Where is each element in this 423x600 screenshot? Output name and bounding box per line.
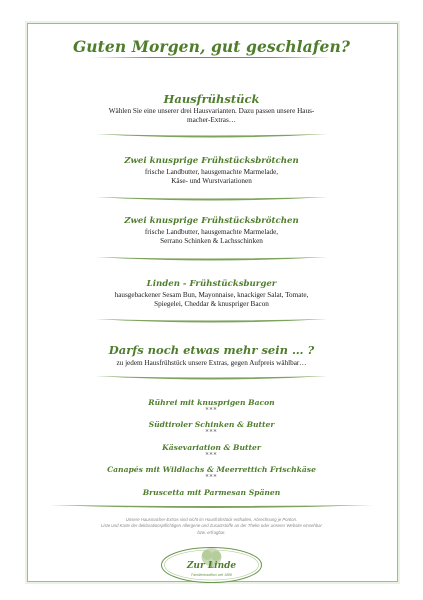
extra-item: Käsevariation & Butter [162, 443, 261, 452]
section-title-extras: Darfs noch etwas mehr sein … ? [108, 343, 315, 357]
footer-line: Unsere Hausmacher-Extras sind nicht im Hausfrühstück enthalten, Abrechnung je Portion. [125, 517, 298, 522]
section-intro-line: Wählen Sie eine unserer drei Hausvarianten. Dazu passen unsere Haus- [108, 107, 315, 115]
decorative-swoosh [0, 251, 423, 265]
decorative-swoosh [0, 370, 423, 384]
variant-description-line: Serrano Schinken & Lachsschinken [160, 237, 263, 246]
extra-item: Bruscetta mit Parmesan Spänen [142, 488, 281, 497]
decorative-swoosh [0, 191, 423, 205]
extra-item: Canapés mit Wildlachs & Meerrettich Frischkäse [107, 465, 316, 474]
menu-main-title: Guten Morgen, gut geschlafen? [72, 37, 351, 56]
item-separator: *** [205, 407, 218, 414]
logo-wordmark: Zur Linde [186, 561, 237, 571]
variant-description-line: frische Landbutter, hausgemachte Marmelade, [144, 168, 279, 176]
variant-description-line: frische Landbutter, hausgemachte Marmelade, [144, 228, 279, 236]
variant-title: Linden - Frühstücksburger [146, 279, 277, 289]
footer-line: Liste und Karte der deklarationspflichtigen Allergene und Zusatzstoffe an der Theke oder unserer Website einsehbar [101, 523, 322, 529]
variant-description-line: hausgebackener Sesam Bun, Mayonnaise, knackiger Salat, Tomate, [114, 291, 309, 299]
extra-item: Rührei mit knusprigen Bacon [148, 398, 275, 407]
variant-description [0, 168, 423, 187]
decorative-swoosh [0, 499, 423, 513]
extra-item: Südtiroler Schinken & Butter [148, 420, 275, 429]
item-separator: *** [205, 452, 218, 459]
item-separator: *** [205, 474, 218, 481]
variant-title: Zwei knusprige Frühstücksbrötchen [124, 156, 299, 166]
variant-description-line: Spiegelei, Cheddar & knuspriger Bacon [154, 300, 269, 309]
decorative-swoosh [0, 313, 423, 327]
title-underline [90, 57, 333, 58]
item-separator: *** [205, 429, 218, 436]
section-title-hausfruehstueck: Hausfrühstück [163, 92, 260, 106]
zur-linde-logo [160, 546, 263, 584]
footer-note [0, 517, 423, 536]
extras-subtitle: zu jedem Hausfrühstück unsere Extras, gegen Aufpreis wählbar… [116, 359, 307, 367]
variant-description [0, 291, 423, 310]
section-intro-line: macher-Extras… [187, 116, 236, 125]
footer-line: bzw. erfragbar. [197, 529, 226, 535]
variant-description-line: Käse- und Wurstvariationen [171, 177, 252, 186]
variant-title: Zwei knusprige Frühstücksbrötchen [124, 216, 299, 226]
variant-description [0, 228, 423, 247]
logo-tagline: Familientradition seit 1888 [191, 573, 232, 577]
decorative-swoosh [0, 128, 423, 142]
section-intro [0, 107, 423, 126]
